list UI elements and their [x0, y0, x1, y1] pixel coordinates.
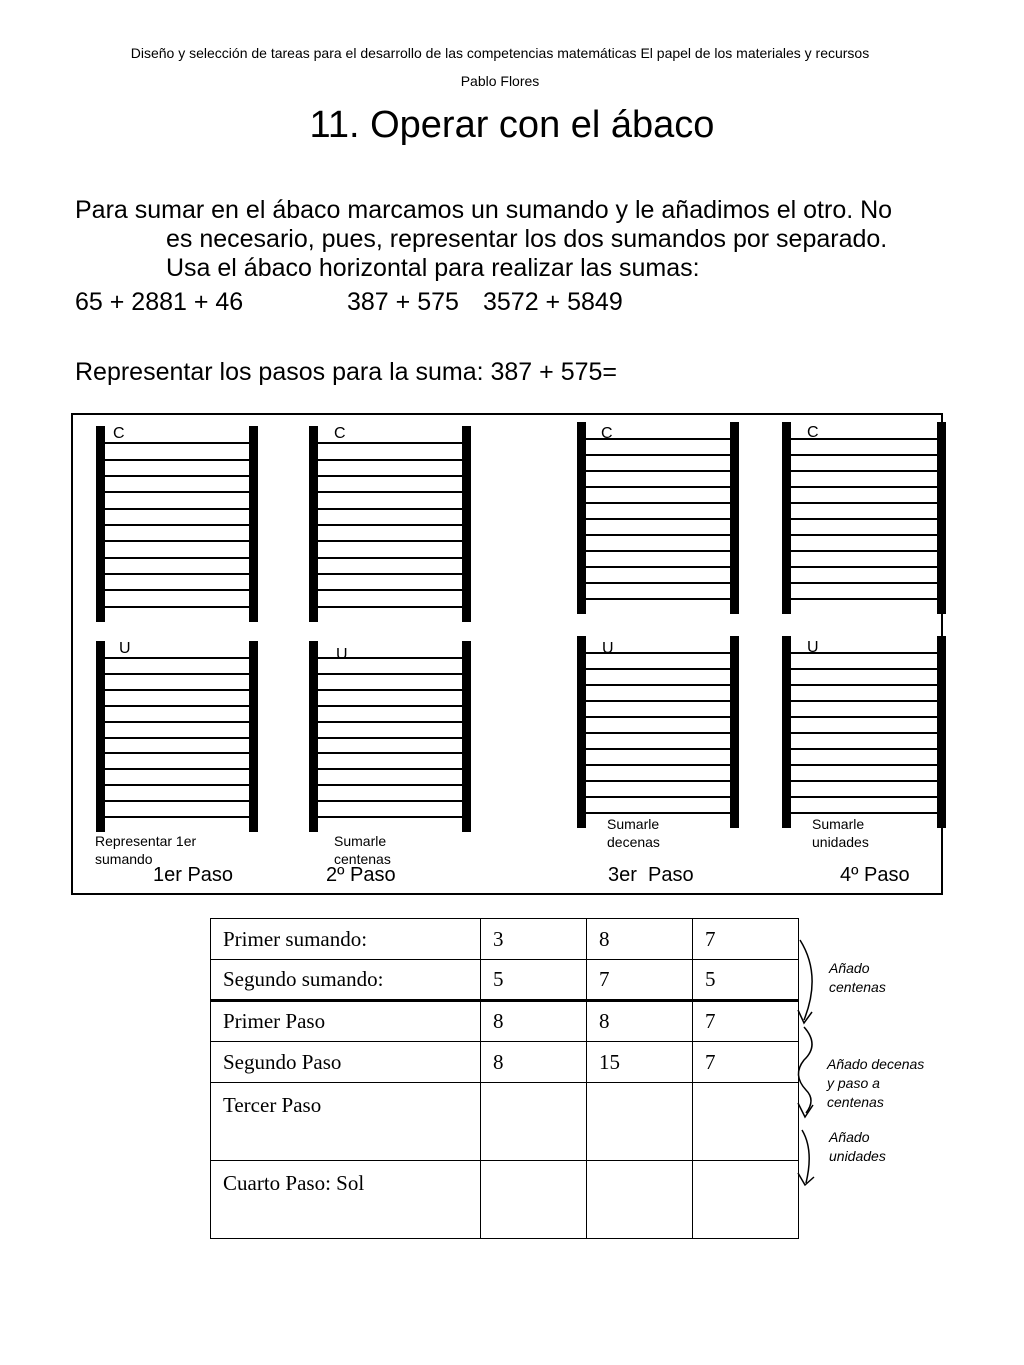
ladder-4-top-rod — [791, 598, 937, 600]
ladder-1-top-rod — [105, 573, 249, 575]
table-row — [211, 1083, 799, 1161]
cell-unidades: 7 — [693, 1001, 799, 1042]
header-author: Pablo Flores — [460, 73, 540, 89]
ladder-4-bottom-rod — [791, 716, 937, 718]
row-label: Segundo sumando: — [211, 960, 481, 1001]
ladder-3-bottom-rod — [586, 716, 730, 718]
ladder-4-top-rod — [791, 486, 937, 488]
step-1-title: 1er Paso — [153, 864, 234, 886]
row-label: Primer sumando: — [211, 919, 481, 960]
caption-step-3: Sumarle decenas — [607, 816, 660, 850]
intro-line-1: Para sumar en el ábaco marcamos un sumando y le añadimos el otro. No — [75, 196, 893, 224]
ladder-1-bottom-rod — [105, 784, 249, 786]
ladder-4-top-rod — [791, 582, 937, 584]
cell-unidades — [693, 1083, 799, 1161]
exercise-a: 65 + 2881 + 46 — [75, 288, 244, 316]
table-row — [211, 919, 799, 960]
ladder-1-bottom-rod — [105, 705, 249, 707]
cell-centenas: 8 — [481, 1042, 587, 1083]
ladder-4-top-rod — [791, 454, 937, 456]
ladder-1-bottom-right-rail — [249, 641, 258, 832]
ladder-1-top-rod — [105, 442, 249, 444]
ladder-2-bottom-label: U — [336, 646, 348, 663]
ladder-2-bottom-rod — [318, 673, 462, 675]
row-label: Segundo Paso — [211, 1042, 481, 1083]
ladder-2-bottom-rod — [318, 721, 462, 723]
ladder-4-top-rod — [791, 534, 937, 536]
ladder-3-bottom-rod — [586, 732, 730, 734]
ladder-2-bottom-rod — [318, 800, 462, 802]
exercise-c: 3572 + 5849 — [483, 288, 623, 316]
ladder-1-top-rod — [105, 475, 249, 477]
ladder-2-top-rod — [318, 589, 462, 591]
page-title: 11. Operar con el ábaco — [309, 104, 715, 146]
ladder-2-bottom-rod — [318, 705, 462, 707]
ladder-3-top-rod — [586, 534, 730, 536]
ladder-2-top-rod — [318, 573, 462, 575]
ladder-3-bottom-rod — [586, 748, 730, 750]
ladder-4-bottom-rod — [791, 668, 937, 670]
ladder-1-bottom-rod — [105, 673, 249, 675]
intro-line-2: es necesario, pues, representar los dos sumandos por separado. — [166, 225, 888, 253]
arrow-2 — [798, 1027, 812, 1113]
ladder-2-top-right-rail — [462, 426, 471, 622]
table-row — [211, 960, 799, 1001]
exercise-b: 387 + 575 — [347, 288, 459, 316]
ladder-3-top-rod — [586, 470, 730, 472]
ladder-3-top-rod — [586, 566, 730, 568]
ladder-3-top-left-rail — [577, 422, 586, 614]
ladder-3-bottom-label: U — [602, 640, 614, 657]
ladder-4-bottom-rod — [791, 764, 937, 766]
caption-step-1: Representar 1er sumando — [95, 833, 197, 867]
ladder-3-top-rod — [586, 518, 730, 520]
ladder-1-bottom-rod — [105, 768, 249, 770]
ladder-1-top-left-rail — [96, 426, 105, 622]
cell-centenas: 3 — [481, 919, 587, 960]
ladder-1-top-rod — [105, 459, 249, 461]
cell-unidades: 7 — [693, 1042, 799, 1083]
cell-unidades: 7 — [693, 919, 799, 960]
ladder-1-bottom-left-rail — [96, 641, 105, 832]
ladder-1-top-rod — [105, 557, 249, 559]
ladder-4-bottom-rod — [791, 732, 937, 734]
task-heading: Representar los pasos para la suma: 387 + 575= — [75, 358, 618, 386]
note-centenas: Añado centenas — [829, 960, 886, 995]
step-3-title: 3er Paso — [608, 864, 694, 886]
cell-unidades: 5 — [693, 960, 799, 1001]
ladder-1-bottom-label: U — [119, 640, 131, 657]
ladder-1-top-rod — [105, 606, 249, 608]
table-row — [211, 1001, 799, 1042]
arrow-3-head — [798, 1173, 814, 1185]
ladder-2-top-left-rail — [309, 426, 318, 622]
ladder-1-top-rod — [105, 508, 249, 510]
cell-decenas — [587, 1161, 693, 1239]
ladder-1-top-rod — [105, 540, 249, 542]
ladder-4-top-rod — [791, 502, 937, 504]
intro-line-3: Usa el ábaco horizontal para realizar las sumas: — [166, 254, 700, 282]
arrow-1 — [800, 940, 812, 1020]
ladder-3-top-rod — [586, 454, 730, 456]
caption-step-2: Sumarle centenas — [334, 833, 391, 867]
ladder-4-top-rod — [791, 566, 937, 568]
cell-centenas: 8 — [481, 1001, 587, 1042]
ladder-3-top-label: C — [601, 425, 613, 442]
ladder-4-bottom-rod — [791, 748, 937, 750]
ladder-2-bottom-right-rail — [462, 641, 471, 832]
step-4-title: 4º Paso — [840, 864, 910, 886]
table-row — [211, 1161, 799, 1239]
ladder-3-top-rod — [586, 486, 730, 488]
ladder-4-top-label: C — [807, 424, 819, 441]
ladder-3-top-rod — [586, 502, 730, 504]
ladder-1-top-rod — [105, 524, 249, 526]
ladder-4-bottom-rod — [791, 684, 937, 686]
ladder-1-bottom-rod — [105, 816, 249, 818]
ladder-4-top-rod — [791, 518, 937, 520]
ladder-2-top-rod — [318, 491, 462, 493]
step-2-title: 2º Paso — [326, 864, 396, 886]
cell-centenas — [481, 1161, 587, 1239]
ladder-3-bottom-rod — [586, 668, 730, 670]
ladder-1-bottom-rod — [105, 721, 249, 723]
note-unidades: Añado unidades — [829, 1129, 886, 1164]
ladder-4-bottom-right-rail — [937, 636, 946, 828]
ladder-2-top-rod — [318, 540, 462, 542]
ladder-3-top-rod — [586, 598, 730, 600]
row-label: Cuarto Paso: Sol — [211, 1161, 481, 1239]
ladder-2-bottom-rod — [318, 737, 462, 739]
ladder-4-top-rod — [791, 470, 937, 472]
ladder-2-bottom-rod — [318, 768, 462, 770]
ladder-1-bottom-rod — [105, 737, 249, 739]
ladder-2-bottom-left-rail — [309, 641, 318, 832]
ladder-1-top-right-rail — [249, 426, 258, 622]
step-arrows — [790, 935, 830, 1195]
ladder-1-bottom-rod — [105, 752, 249, 754]
ladder-3-top-rod — [586, 582, 730, 584]
ladder-1-top-label: C — [113, 425, 125, 442]
ladder-1-bottom-rod — [105, 689, 249, 691]
ladder-2-top-rod — [318, 475, 462, 477]
ladder-2-bottom-rod — [318, 689, 462, 691]
ladder-1-bottom-rod — [105, 800, 249, 802]
ladder-3-bottom-left-rail — [577, 636, 586, 828]
ladder-4-bottom-rod — [791, 700, 937, 702]
ladder-3-bottom-rod — [586, 812, 730, 814]
table-row — [211, 1042, 799, 1083]
ladder-3-bottom-rod — [586, 780, 730, 782]
ladder-4-top-rod — [791, 550, 937, 552]
ladder-4-bottom-rod — [791, 780, 937, 782]
cell-decenas: 15 — [587, 1042, 693, 1083]
note-decenas: Añado decenas y paso a centenas — [827, 1056, 925, 1110]
ladder-3-bottom-rod — [586, 764, 730, 766]
ladder-2-top-rod — [318, 557, 462, 559]
ladder-4-bottom-label: U — [807, 639, 819, 656]
ladder-1-top-rod — [105, 491, 249, 493]
ladder-3-top-right-rail — [730, 422, 739, 614]
cell-decenas: 8 — [587, 1001, 693, 1042]
ladder-2-top-rod — [318, 524, 462, 526]
row-label: Primer Paso — [211, 1001, 481, 1042]
ladder-1-top-rod — [105, 589, 249, 591]
cell-decenas: 7 — [587, 960, 693, 1001]
ladder-3-bottom-right-rail — [730, 636, 739, 828]
ladder-2-top-label: C — [334, 425, 346, 442]
ladder-2-top-rod — [318, 459, 462, 461]
ladder-2-top-rod — [318, 508, 462, 510]
ladder-3-bottom-rod — [586, 684, 730, 686]
cell-decenas — [587, 1083, 693, 1161]
ladder-4-bottom-rod — [791, 812, 937, 814]
header-subtitle: Diseño y selección de tareas para el desarrollo de las competencias matemáticas El papel de los materiales y recursos — [130, 45, 870, 61]
steps-table — [210, 918, 799, 1239]
cell-centenas: 5 — [481, 960, 587, 1001]
cell-decenas: 8 — [587, 919, 693, 960]
cell-centenas — [481, 1083, 587, 1161]
ladder-2-bottom-rod — [318, 752, 462, 754]
ladder-2-bottom-rod — [318, 816, 462, 818]
arrow-3 — [802, 1130, 809, 1183]
row-label: Tercer Paso — [211, 1083, 481, 1161]
ladder-3-top-rod — [586, 550, 730, 552]
ladder-4-bottom-rod — [791, 796, 937, 798]
ladder-2-bottom-rod — [318, 784, 462, 786]
ladder-3-bottom-rod — [586, 700, 730, 702]
ladder-4-top-left-rail — [782, 422, 791, 614]
ladder-3-bottom-rod — [586, 796, 730, 798]
ladder-2-top-rod — [318, 606, 462, 608]
caption-step-4: Sumarle unidades — [812, 816, 869, 850]
ladder-4-bottom-left-rail — [782, 636, 791, 828]
ladder-4-top-right-rail — [937, 422, 946, 614]
cell-unidades — [693, 1161, 799, 1239]
